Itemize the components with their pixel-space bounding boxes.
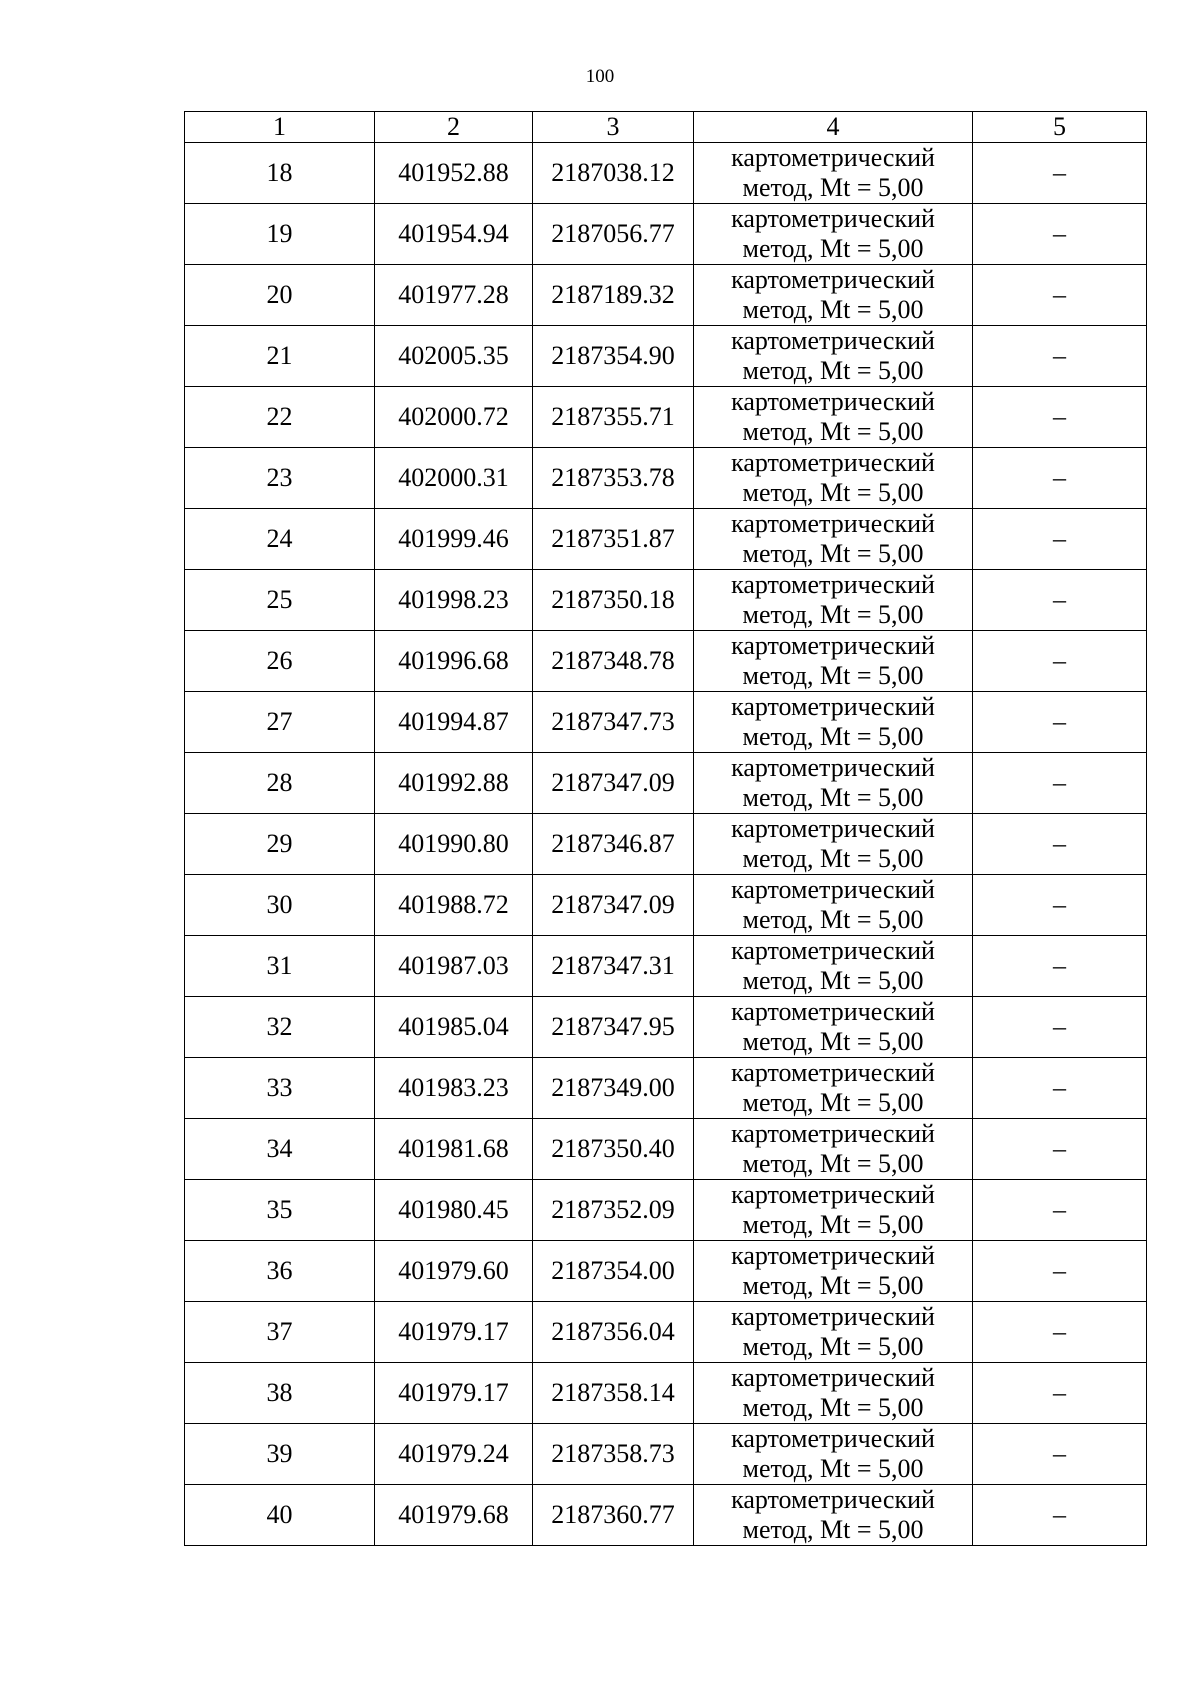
x-coordinate-cell: 401987.03 [375, 936, 533, 997]
method-line-1: картометрический [731, 1241, 935, 1270]
method-line-1: картометрический [731, 204, 935, 233]
y-coordinate-cell: 2187350.40 [533, 1119, 694, 1180]
x-coordinate-cell: 402005.35 [375, 326, 533, 387]
method-line-2: метод, Mt = 5,00 [742, 1088, 924, 1117]
method-line-1: картометрический [731, 814, 935, 843]
method-cell [694, 875, 973, 936]
method-line-1: картометрический [731, 936, 935, 965]
point-number-cell: 31 [185, 936, 375, 997]
method-line-2: метод, Mt = 5,00 [742, 722, 924, 751]
y-coordinate-cell: 2187347.31 [533, 936, 694, 997]
y-coordinate-cell: 2187347.95 [533, 997, 694, 1058]
method-line-2: метод, Mt = 5,00 [742, 417, 924, 446]
note-cell: – [973, 1302, 1147, 1363]
method-line-1: картометрический [731, 448, 935, 477]
method-cell [694, 753, 973, 814]
column-header-5: 5 [973, 112, 1147, 143]
method-line-1: картометрический [731, 753, 935, 782]
note-cell: – [973, 997, 1147, 1058]
table-row [185, 1058, 1147, 1119]
point-number-cell: 21 [185, 326, 375, 387]
note-cell: – [973, 387, 1147, 448]
note-cell: – [973, 570, 1147, 631]
table-row [185, 1485, 1147, 1546]
method-cell [694, 1180, 973, 1241]
y-coordinate-cell: 2187349.00 [533, 1058, 694, 1119]
x-coordinate-cell: 401979.68 [375, 1485, 533, 1546]
point-number-cell: 23 [185, 448, 375, 509]
note-cell: – [973, 936, 1147, 997]
note-cell: – [973, 1363, 1147, 1424]
method-line-2: метод, Mt = 5,00 [742, 1332, 924, 1361]
method-line-2: метод, Mt = 5,00 [742, 1271, 924, 1300]
method-cell [694, 1485, 973, 1546]
method-cell [694, 448, 973, 509]
note-cell: – [973, 1241, 1147, 1302]
table-header-row [185, 112, 1147, 143]
y-coordinate-cell: 2187350.18 [533, 570, 694, 631]
x-coordinate-cell: 401979.24 [375, 1424, 533, 1485]
method-line-2: метод, Mt = 5,00 [742, 1515, 924, 1544]
note-cell: – [973, 326, 1147, 387]
y-coordinate-cell: 2187056.77 [533, 204, 694, 265]
note-cell: – [973, 1180, 1147, 1241]
table-row [185, 1119, 1147, 1180]
method-line-2: метод, Mt = 5,00 [742, 600, 924, 629]
method-line-2: метод, Mt = 5,00 [742, 844, 924, 873]
point-number-cell: 29 [185, 814, 375, 875]
point-number-cell: 37 [185, 1302, 375, 1363]
note-cell: – [973, 448, 1147, 509]
method-cell [694, 1119, 973, 1180]
point-number-cell: 19 [185, 204, 375, 265]
column-header-1: 1 [185, 112, 375, 143]
point-number-cell: 33 [185, 1058, 375, 1119]
point-number-cell: 26 [185, 631, 375, 692]
x-coordinate-cell: 401988.72 [375, 875, 533, 936]
point-number-cell: 35 [185, 1180, 375, 1241]
x-coordinate-cell: 401979.17 [375, 1302, 533, 1363]
method-line-1: картометрический [731, 1180, 935, 1209]
y-coordinate-cell: 2187358.73 [533, 1424, 694, 1485]
table-body [185, 143, 1147, 1546]
column-header-3: 3 [533, 112, 694, 143]
note-cell: – [973, 814, 1147, 875]
note-cell: – [973, 143, 1147, 204]
method-line-1: картометрический [731, 631, 935, 660]
method-line-1: картометрический [731, 509, 935, 538]
y-coordinate-cell: 2187358.14 [533, 1363, 694, 1424]
x-coordinate-cell: 401994.87 [375, 692, 533, 753]
method-cell [694, 1241, 973, 1302]
table-row [185, 936, 1147, 997]
method-line-1: картометрический [731, 1302, 935, 1331]
point-number-cell: 40 [185, 1485, 375, 1546]
y-coordinate-cell: 2187351.87 [533, 509, 694, 570]
note-cell: – [973, 509, 1147, 570]
y-coordinate-cell: 2187354.90 [533, 326, 694, 387]
method-line-2: метод, Mt = 5,00 [742, 661, 924, 690]
y-coordinate-cell: 2187347.09 [533, 875, 694, 936]
table-row [185, 448, 1147, 509]
method-line-1: картометрический [731, 570, 935, 599]
x-coordinate-cell: 401990.80 [375, 814, 533, 875]
method-cell [694, 265, 973, 326]
x-coordinate-cell: 401985.04 [375, 997, 533, 1058]
table-row [185, 753, 1147, 814]
point-number-cell: 18 [185, 143, 375, 204]
note-cell: – [973, 1485, 1147, 1546]
x-coordinate-cell: 401980.45 [375, 1180, 533, 1241]
method-cell [694, 1302, 973, 1363]
point-number-cell: 30 [185, 875, 375, 936]
table-row [185, 814, 1147, 875]
x-coordinate-cell: 402000.31 [375, 448, 533, 509]
page-number: 100 [585, 66, 615, 87]
method-cell [694, 570, 973, 631]
column-header-2: 2 [375, 112, 533, 143]
table-row [185, 326, 1147, 387]
table-row [185, 143, 1147, 204]
note-cell: – [973, 692, 1147, 753]
x-coordinate-cell: 401977.28 [375, 265, 533, 326]
method-cell [694, 631, 973, 692]
method-line-1: картометрический [731, 1424, 935, 1453]
method-line-2: метод, Mt = 5,00 [742, 295, 924, 324]
table-row [185, 570, 1147, 631]
coordinates-table [184, 111, 1147, 1546]
point-number-cell: 27 [185, 692, 375, 753]
note-cell: – [973, 1058, 1147, 1119]
y-coordinate-cell: 2187347.73 [533, 692, 694, 753]
table-row [185, 1302, 1147, 1363]
point-number-cell: 32 [185, 997, 375, 1058]
y-coordinate-cell: 2187038.12 [533, 143, 694, 204]
method-line-1: картометрический [731, 265, 935, 294]
point-number-cell: 28 [185, 753, 375, 814]
note-cell: – [973, 631, 1147, 692]
table-row [185, 631, 1147, 692]
y-coordinate-cell: 2187346.87 [533, 814, 694, 875]
method-line-2: метод, Mt = 5,00 [742, 783, 924, 812]
x-coordinate-cell: 401954.94 [375, 204, 533, 265]
x-coordinate-cell: 402000.72 [375, 387, 533, 448]
method-cell [694, 1363, 973, 1424]
column-header-4: 4 [694, 112, 973, 143]
method-line-1: картометрический [731, 143, 935, 172]
method-cell [694, 509, 973, 570]
method-line-2: метод, Mt = 5,00 [742, 1210, 924, 1239]
y-coordinate-cell: 2187347.09 [533, 753, 694, 814]
table-row [185, 997, 1147, 1058]
note-cell: – [973, 1119, 1147, 1180]
y-coordinate-cell: 2187354.00 [533, 1241, 694, 1302]
method-cell [694, 1424, 973, 1485]
method-line-1: картометрический [731, 1058, 935, 1087]
note-cell: – [973, 265, 1147, 326]
x-coordinate-cell: 401979.60 [375, 1241, 533, 1302]
method-line-1: картометрический [731, 1119, 935, 1148]
x-coordinate-cell: 401981.68 [375, 1119, 533, 1180]
point-number-cell: 36 [185, 1241, 375, 1302]
table-row [185, 875, 1147, 936]
y-coordinate-cell: 2187353.78 [533, 448, 694, 509]
y-coordinate-cell: 2187356.04 [533, 1302, 694, 1363]
method-line-2: метод, Mt = 5,00 [742, 966, 924, 995]
method-cell [694, 204, 973, 265]
method-cell [694, 814, 973, 875]
method-cell [694, 1058, 973, 1119]
note-cell: – [973, 1424, 1147, 1485]
point-number-cell: 20 [185, 265, 375, 326]
x-coordinate-cell: 401999.46 [375, 509, 533, 570]
method-cell [694, 387, 973, 448]
method-line-1: картометрический [731, 387, 935, 416]
method-cell [694, 326, 973, 387]
note-cell: – [973, 753, 1147, 814]
method-cell [694, 692, 973, 753]
table-row [185, 1363, 1147, 1424]
method-line-1: картометрический [731, 1363, 935, 1392]
method-line-2: метод, Mt = 5,00 [742, 1027, 924, 1056]
x-coordinate-cell: 401952.88 [375, 143, 533, 204]
y-coordinate-cell: 2187360.77 [533, 1485, 694, 1546]
method-line-2: метод, Mt = 5,00 [742, 356, 924, 385]
y-coordinate-cell: 2187189.32 [533, 265, 694, 326]
method-line-1: картометрический [731, 692, 935, 721]
table-row [185, 204, 1147, 265]
point-number-cell: 25 [185, 570, 375, 631]
method-line-2: метод, Mt = 5,00 [742, 1454, 924, 1483]
table-row [185, 509, 1147, 570]
x-coordinate-cell: 401996.68 [375, 631, 533, 692]
method-cell [694, 936, 973, 997]
method-line-2: метод, Mt = 5,00 [742, 1393, 924, 1422]
point-number-cell: 22 [185, 387, 375, 448]
method-line-1: картометрический [731, 997, 935, 1026]
method-line-2: метод, Mt = 5,00 [742, 1149, 924, 1178]
point-number-cell: 39 [185, 1424, 375, 1485]
y-coordinate-cell: 2187355.71 [533, 387, 694, 448]
x-coordinate-cell: 401983.23 [375, 1058, 533, 1119]
method-line-2: метод, Mt = 5,00 [742, 905, 924, 934]
method-line-1: картометрический [731, 1485, 935, 1514]
point-number-cell: 38 [185, 1363, 375, 1424]
note-cell: – [973, 875, 1147, 936]
table-row [185, 265, 1147, 326]
table-row [185, 1424, 1147, 1485]
table-row [185, 1180, 1147, 1241]
table-row [185, 1241, 1147, 1302]
table-row [185, 387, 1147, 448]
method-line-1: картометрический [731, 875, 935, 904]
point-number-cell: 24 [185, 509, 375, 570]
method-line-2: метод, Mt = 5,00 [742, 478, 924, 507]
table-row [185, 692, 1147, 753]
method-cell [694, 143, 973, 204]
x-coordinate-cell: 401979.17 [375, 1363, 533, 1424]
x-coordinate-cell: 401998.23 [375, 570, 533, 631]
method-line-1: картометрический [731, 326, 935, 355]
method-line-2: метод, Mt = 5,00 [742, 173, 924, 202]
y-coordinate-cell: 2187352.09 [533, 1180, 694, 1241]
point-number-cell: 34 [185, 1119, 375, 1180]
method-line-2: метод, Mt = 5,00 [742, 234, 924, 263]
method-cell [694, 997, 973, 1058]
note-cell: – [973, 204, 1147, 265]
method-line-2: метод, Mt = 5,00 [742, 539, 924, 568]
y-coordinate-cell: 2187348.78 [533, 631, 694, 692]
x-coordinate-cell: 401992.88 [375, 753, 533, 814]
